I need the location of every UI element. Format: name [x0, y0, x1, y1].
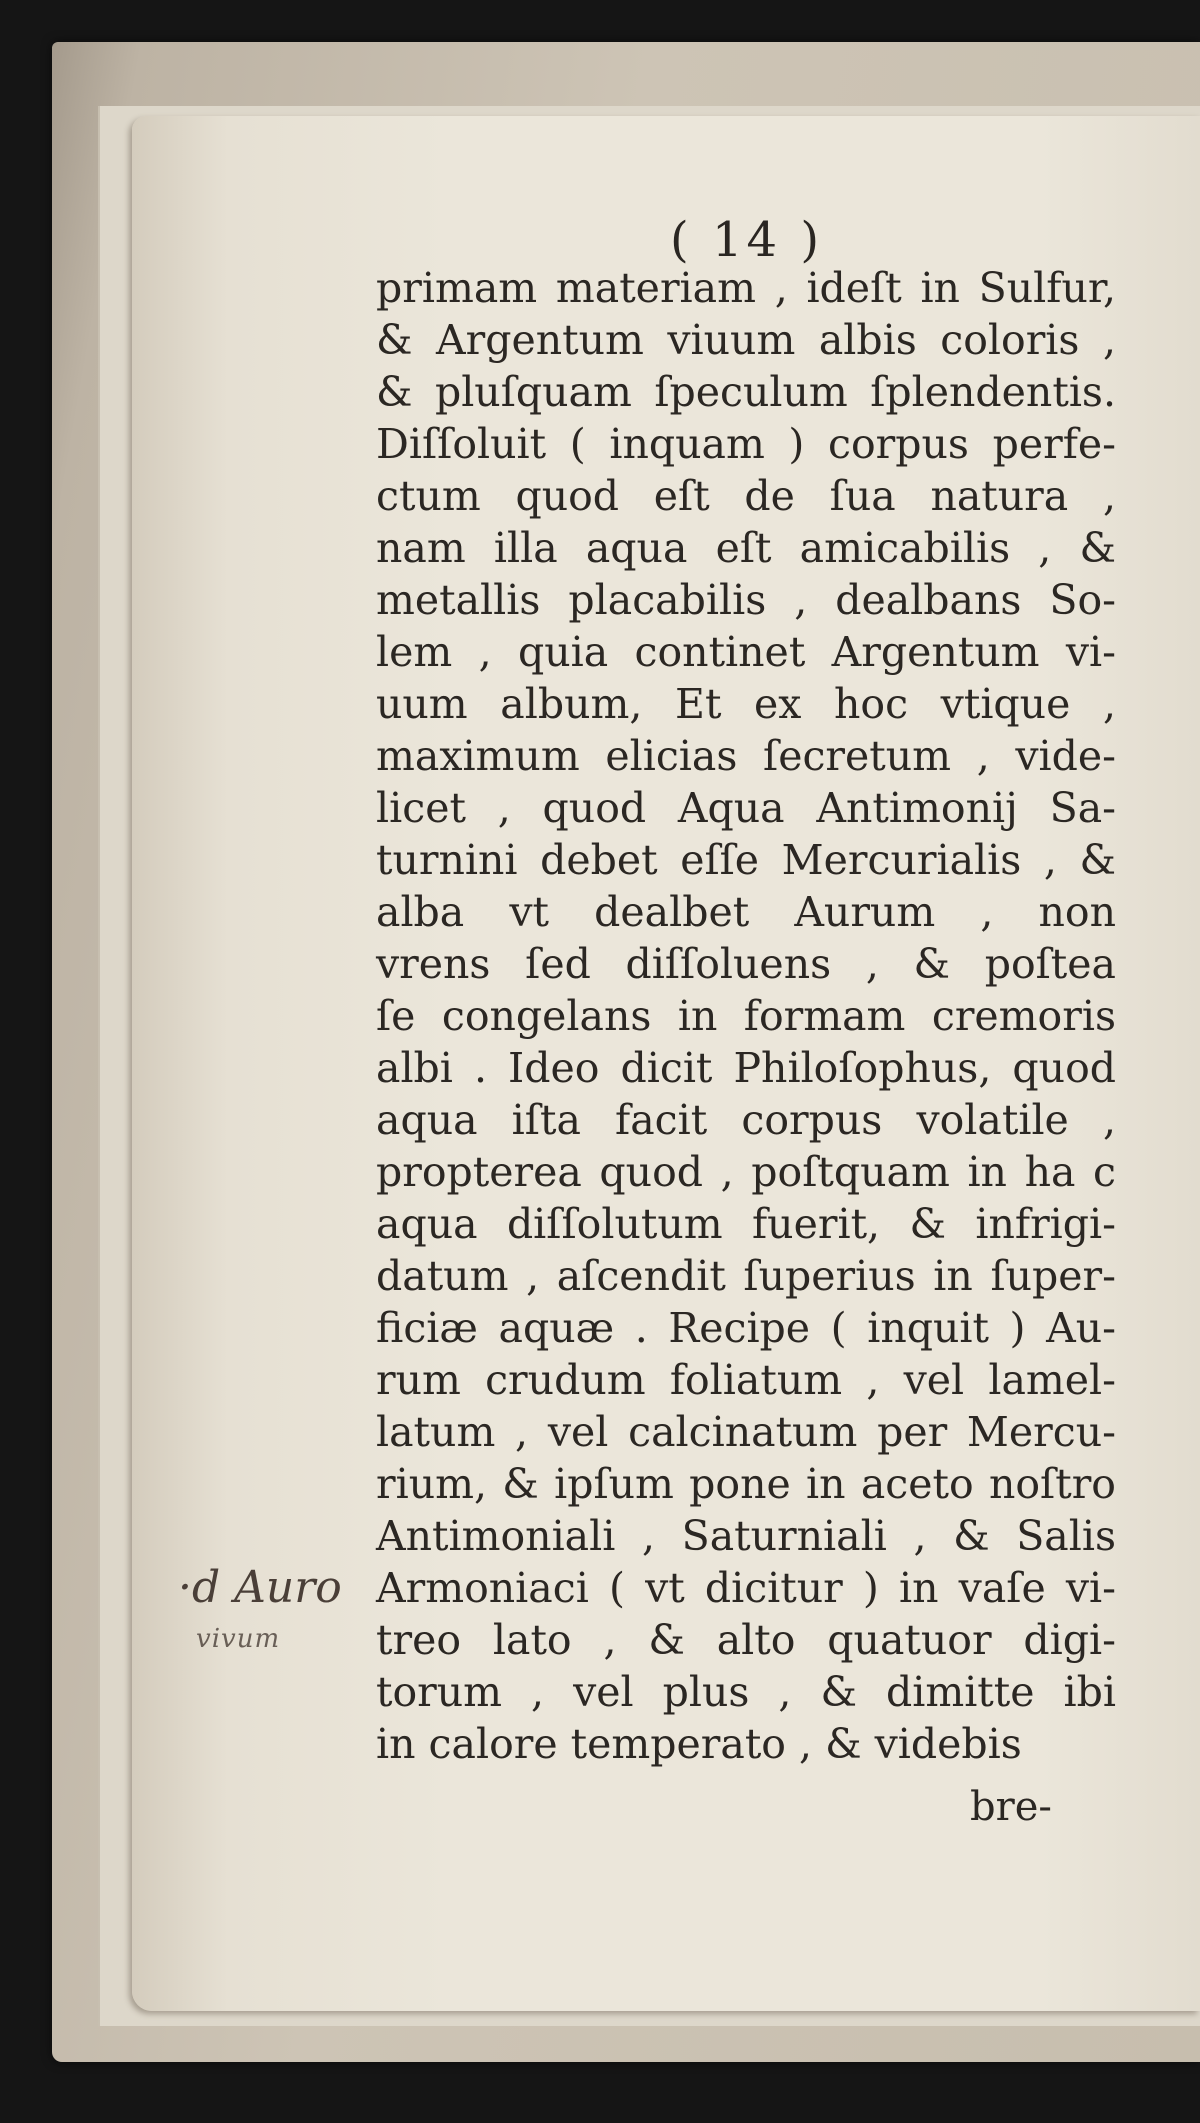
text-line: alba vt dealbet Aurum , non — [376, 888, 1116, 936]
text-line: nam illa aqua eſt amicabilis , & — [376, 524, 1116, 572]
text-line: ſe congelans in formam cremoris — [376, 992, 1116, 1040]
text-line: treo lato , & alto quatuor digi- — [376, 1616, 1116, 1664]
text-line: aqua iſta facit corpus volatile , — [376, 1096, 1116, 1144]
text-line: aqua diſſolutum fuerit, & infrigi- — [376, 1200, 1116, 1248]
marginalia-line: vivum — [196, 1624, 281, 1654]
text-line: vrens ſed diſſoluens , & poſtea — [376, 940, 1116, 988]
text-line: torum , vel plus , & dimitte ibi — [376, 1668, 1116, 1716]
text-line: primam materiam , ideſt in Sulfur, — [376, 264, 1116, 312]
text-line: & pluſquam ſpeculum ſplendentis. — [376, 368, 1116, 416]
text-line: maximum elicias ſecretum , vide- — [376, 732, 1116, 780]
text-line: latum , vel calcinatum per Mercu- — [376, 1408, 1116, 1456]
text-line: lem , quia continet Argentum vi- — [376, 628, 1116, 676]
text-line: ficiæ aquæ . Recipe ( inquit ) Au- — [376, 1304, 1116, 1352]
text-line: Antimoniali , Saturniali , & Salis — [376, 1512, 1116, 1560]
text-line: ctum quod eſt de ſua natura , — [376, 472, 1116, 520]
text-line: metallis placabilis , dealbans So- — [376, 576, 1116, 624]
text-line: Diſſoluit ( inquam ) corpus perfe- — [376, 420, 1116, 468]
text-line: rum crudum foliatum , vel lamel- — [376, 1356, 1116, 1404]
catchword: bre- — [970, 1784, 1052, 1830]
text-line: turnini debet eſſe Mercurialis , & — [376, 836, 1116, 884]
text-line: uum album, Et ex hoc vtique , — [376, 680, 1116, 728]
marginalia-line: ·d Auro — [178, 1562, 342, 1613]
text-line: propterea quod , poſtquam in ha c — [376, 1148, 1116, 1196]
text-block — [376, 262, 1116, 1770]
text-line: rium, & ipſum pone in aceto noſtro — [376, 1460, 1116, 1508]
text-line: albi . Ideo dicit Philoſophus, quod — [376, 1044, 1116, 1092]
text-line: in calore temperato , & videbis — [376, 1720, 1022, 1768]
text-line: & Argentum viuum albis coloris , — [376, 316, 1116, 364]
text-line: Armoniaci ( vt dicitur ) in vaſe vi- — [376, 1564, 1116, 1612]
page-number: ( 14 ) — [670, 212, 824, 268]
handwritten-marginalia — [178, 1562, 368, 1682]
text-line: licet , quod Aqua Antimonij Sa- — [376, 784, 1116, 832]
text-line: datum , aſcendit ſuperius in ſuper- — [376, 1252, 1116, 1300]
